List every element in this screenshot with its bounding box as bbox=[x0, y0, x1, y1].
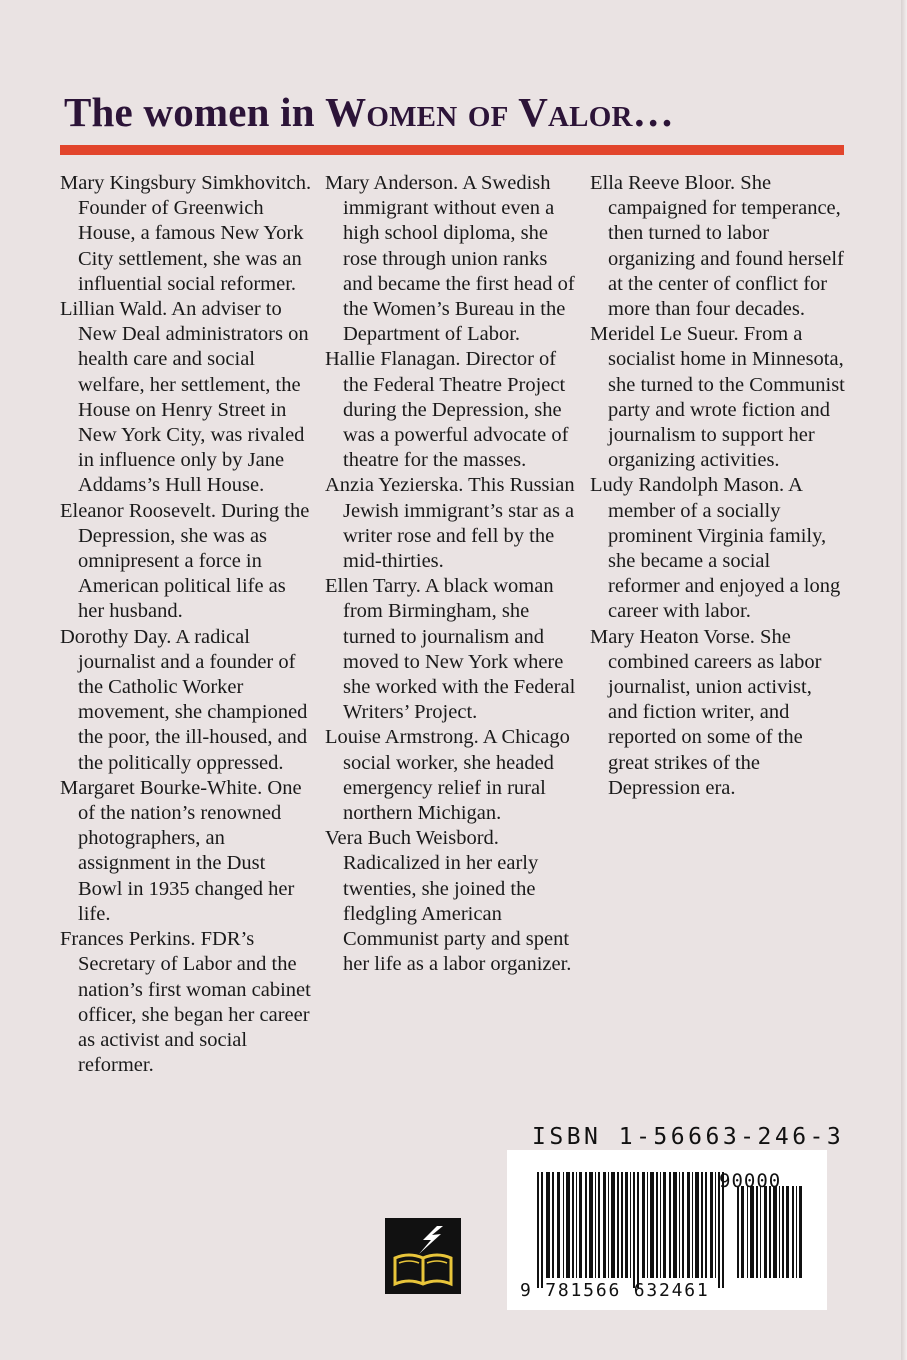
column-2 bbox=[325, 171, 581, 978]
entry-simkhovitch: Mary Kingsbury Simkhovitch. Founder of Greenwich House, a famous New York City settlement, she was an influential social reformer. bbox=[60, 172, 312, 295]
column-1 bbox=[60, 171, 314, 1078]
entry-armstrong: Louise Armstrong. A Chicago social worker, she headed emergency relief in rural northern Michigan. bbox=[325, 726, 570, 825]
price-code: 90000 bbox=[719, 1170, 782, 1192]
column-3 bbox=[590, 171, 846, 801]
headline-ellipsis: … bbox=[632, 89, 674, 135]
entry-tarry: Ellen Tarry. A black woman from Birmingham, she turned to journalism and moved to New York where she worked with the Federal Writers’ Project. bbox=[325, 575, 576, 724]
entry-wald: Lillian Wald. An adviser to New Deal administrators on health care and social welfare, her settlement, the House on Henry Street in New York City, was rivaled in influence only by Jane Addams’s Hull House. bbox=[60, 298, 309, 497]
entry-yezierska: Anzia Yezierska. This Russian Jewish immigrant’s star as a writer rose and fell by the mid-thirties. bbox=[325, 474, 575, 573]
red-divider-rule bbox=[60, 145, 844, 155]
entry-anderson: Mary Anderson. A Swedish immigrant without even a high school diploma, she rose through union ranks and became the first head of the Women’s Bureau in the Department of Labor. bbox=[325, 172, 575, 346]
cover-edge bbox=[901, 0, 907, 1360]
entry-day: Dorothy Day. A radical journalist and a founder of the Catholic Worker movement, she championed the poor, the ill-housed, and the politically oppressed. bbox=[60, 625, 308, 774]
entry-bourke-white: Margaret Bourke-White. One of the nation’s renowned photographers, an assignment in the Dust Bowl in 1935 changed her life. bbox=[60, 776, 302, 925]
barcode-number: 9 781566 632461 bbox=[520, 1280, 710, 1301]
open-book-icon bbox=[385, 1218, 461, 1294]
entry-le-sueur: Meridel Le Sueur. From a socialist home in Minnesota, she turned to the Communist party and wrote fiction and journalism to support her organizing activities. bbox=[590, 323, 845, 472]
headline-prefix: The women in bbox=[64, 89, 326, 135]
entry-vorse: Mary Heaton Vorse. She combined careers as labor journalist, union activist, and fiction writer, and reported on some of the great strikes of the Depression era. bbox=[590, 625, 822, 799]
entry-perkins: Frances Perkins. FDR’s Secretary of Labor and the nation’s first woman cabinet officer, she began her career as activist and social reformer. bbox=[60, 928, 311, 1077]
barcode bbox=[507, 1150, 827, 1310]
entry-flanagan: Hallie Flanagan. Director of the Federal Theatre Project during the Depression, she was a powerful advocate of theatre for the masses. bbox=[325, 348, 569, 472]
publisher-logo bbox=[385, 1218, 461, 1294]
headline bbox=[64, 88, 854, 136]
entry-mason: Ludy Randolph Mason. A member of a socially prominent Virginia family, she became a social reformer and enjoyed a long career with labor. bbox=[590, 474, 841, 623]
entry-roosevelt: Eleanor Roosevelt. During the Depression, she was as omnipresent a force in American political life as her husband. bbox=[60, 499, 310, 623]
entry-bloor: Ella Reeve Bloor. She campaigned for temperance, then turned to labor organizing and found herself at the center of conflict for more than four decades. bbox=[590, 172, 844, 321]
isbn-label: ISBN 1-56663-246-3 bbox=[532, 1124, 845, 1150]
book-title: Women of Valor bbox=[325, 89, 633, 135]
entry-weisbord: Vera Buch Weisbord. Radicalized in her early twenties, she joined the fledgling American Communist party and spent her life as a labor organizer. bbox=[325, 827, 572, 976]
